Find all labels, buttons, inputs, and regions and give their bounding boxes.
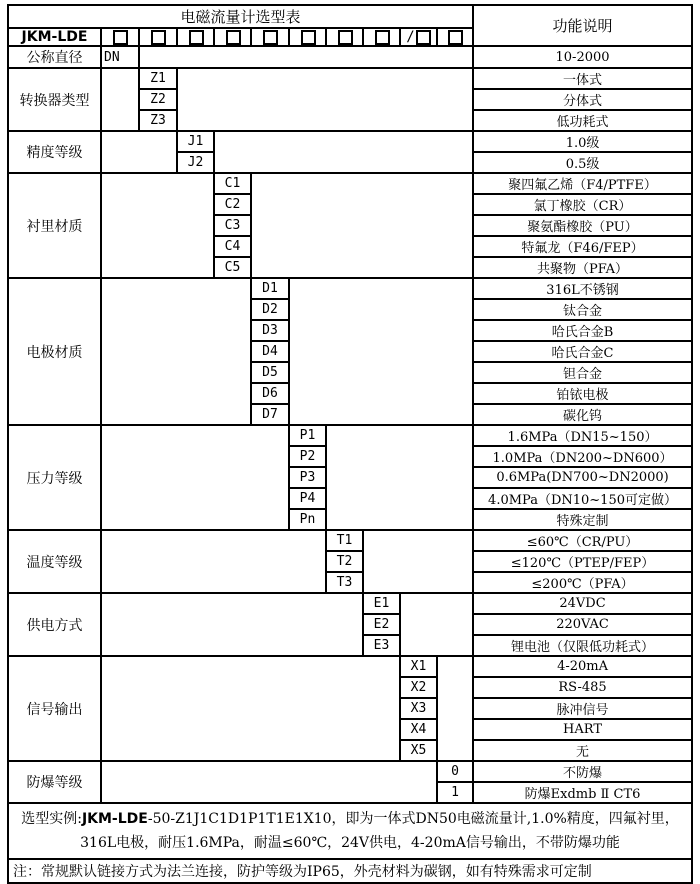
model-digit-cell — [251, 28, 289, 46]
desc-cell: HART — [473, 719, 692, 740]
code-cell: X4 — [400, 719, 437, 740]
spacer-cell — [101, 425, 289, 530]
code-cell: X2 — [400, 677, 437, 698]
spacer-cell — [101, 656, 400, 761]
model-digit-cell — [363, 28, 400, 46]
spacer-cell — [139, 46, 473, 68]
code-cell: D5 — [251, 362, 289, 383]
model-digit-cell — [400, 28, 437, 46]
code-cell: Z3 — [139, 110, 177, 131]
desc-cell: 铂铱电极 — [473, 383, 692, 404]
code-cell: DN — [101, 46, 139, 68]
section-label: 供电方式 — [8, 593, 101, 656]
spacer-cell — [437, 656, 473, 761]
section-label: 压力等级 — [8, 425, 101, 530]
code-cell: P1 — [289, 425, 326, 446]
desc-cell: 4.0MPa（DN10~150可定做） — [473, 488, 692, 509]
checkbox-square-icon — [226, 30, 241, 45]
code-cell: P4 — [289, 488, 326, 509]
note-row: 注：常规默认链接方式为法兰连接，防护等级为IP65，外壳材料为碳钢，如有特殊需求可定制 — [8, 859, 692, 883]
spacer-cell — [400, 593, 473, 656]
desc-cell: 220VAC — [473, 614, 692, 635]
code-cell: P2 — [289, 446, 326, 467]
desc-cell: 锂电池（仅限低功耗式） — [473, 635, 692, 656]
desc-cell: 特氟龙（F46/FEP） — [473, 236, 692, 257]
model-digit-cell — [101, 28, 139, 46]
model-digit-cell — [177, 28, 214, 46]
code-cell: Z1 — [139, 68, 177, 89]
desc-cell: ≤200℃（PFA） — [473, 572, 692, 593]
code-cell: C2 — [214, 194, 251, 215]
section-label: 精度等级 — [8, 131, 101, 173]
example-text: -50-Z1J1C1D1P1T1E1X10，即为一体式DN50电磁流量计,1.0%精度，四氟衬里，316L电极，耐压1.6MPa，耐温≤60℃，24V供电，4-20mA信号输出，不带防爆功能 — [80, 810, 679, 851]
desc-cell: 1.0级 — [473, 131, 692, 152]
code-cell: C3 — [214, 215, 251, 236]
desc-cell: 氯丁橡胶（CR） — [473, 194, 692, 215]
section-label: 转换器类型 — [8, 68, 101, 131]
code-cell: Pn — [289, 509, 326, 530]
spacer-cell — [251, 173, 473, 278]
desc-cell: 哈氏合金B — [473, 320, 692, 341]
code-cell: P3 — [289, 467, 326, 488]
code-cell: X1 — [400, 656, 437, 677]
slash-separator: / — [406, 29, 415, 45]
model-digit-cell — [139, 28, 177, 46]
code-cell: J1 — [177, 131, 214, 152]
spacer-cell — [214, 131, 473, 173]
example-row — [8, 803, 692, 859]
checkbox-square-icon — [375, 30, 390, 45]
model-digit-cell — [326, 28, 363, 46]
model-code: JKM-LDE — [8, 28, 101, 46]
code-cell: C5 — [214, 257, 251, 278]
code-cell: D1 — [251, 278, 289, 299]
code-cell: J2 — [177, 152, 214, 173]
desc-cell: 316L不锈钢 — [473, 278, 692, 299]
model-digit-cell — [289, 28, 326, 46]
code-cell: D3 — [251, 320, 289, 341]
section-label: 衬里材质 — [8, 173, 101, 278]
desc-cell: 4-20mA — [473, 656, 692, 677]
desc-cell: 无 — [473, 740, 692, 761]
spacer-cell — [101, 278, 251, 425]
desc-cell: 低功耗式 — [473, 110, 692, 131]
code-cell: 1 — [437, 782, 473, 803]
desc-cell: RS-485 — [473, 677, 692, 698]
section-label: 信号输出 — [8, 656, 101, 761]
section-label: 电极材质 — [8, 278, 101, 425]
section-label: 公称直径 — [8, 46, 101, 68]
desc-cell: 分体式 — [473, 89, 692, 110]
desc-cell: 1.6MPa（DN15~150） — [473, 425, 692, 446]
code-cell: T2 — [326, 551, 363, 572]
spacer-cell — [101, 530, 326, 593]
desc-cell: 10-2000 — [473, 46, 692, 68]
desc-cell: 聚氨酯橡胶（PU） — [473, 215, 692, 236]
desc-cell: ≤120℃（PTEP/FEP） — [473, 551, 692, 572]
spacer-cell — [101, 131, 177, 173]
desc-cell: 共聚物（PFA） — [473, 257, 692, 278]
spacer-cell — [289, 278, 473, 425]
code-cell: E1 — [363, 593, 400, 614]
checkbox-square-icon — [338, 30, 353, 45]
checkbox-square-icon — [151, 30, 166, 45]
code-cell: Z2 — [139, 89, 177, 110]
checkbox-square-icon — [301, 30, 316, 45]
desc-cell: 脉冲信号 — [473, 698, 692, 719]
desc-cell: 1.0MPa（DN200~DN600） — [473, 446, 692, 467]
checkbox-square-icon — [448, 30, 463, 45]
desc-cell: 哈氏合金C — [473, 341, 692, 362]
desc-cell: ≤60℃（CR/PU） — [473, 530, 692, 551]
spacer-cell — [101, 173, 214, 278]
code-cell: D2 — [251, 299, 289, 320]
code-cell: D4 — [251, 341, 289, 362]
code-cell: 0 — [437, 761, 473, 782]
checkbox-square-icon — [189, 30, 204, 45]
function-column-header: 功能说明 — [473, 5, 692, 46]
desc-cell: 钛合金 — [473, 299, 692, 320]
code-cell: E2 — [363, 614, 400, 635]
desc-cell: 0.6MPa(DN700~DN2000) — [473, 467, 692, 488]
desc-cell: 24VDC — [473, 593, 692, 614]
spacer-cell — [177, 68, 473, 131]
model-digit-cell — [437, 28, 473, 46]
desc-cell: 不防爆 — [473, 761, 692, 782]
section-label: 防爆等级 — [8, 761, 101, 803]
example-label: 选型实例: — [21, 810, 82, 827]
code-cell: X3 — [400, 698, 437, 719]
spacer-cell — [326, 425, 473, 530]
checkbox-square-icon — [416, 30, 431, 45]
code-cell: X5 — [400, 740, 437, 761]
code-cell: C1 — [214, 173, 251, 194]
code-cell: E3 — [363, 635, 400, 656]
code-cell: T3 — [326, 572, 363, 593]
spacer-cell — [363, 530, 473, 593]
spacer-cell — [101, 593, 363, 656]
selection-table — [7, 4, 693, 884]
desc-cell: 特殊定制 — [473, 509, 692, 530]
checkbox-square-icon — [263, 30, 278, 45]
desc-cell: 一体式 — [473, 68, 692, 89]
checkbox-square-icon — [113, 30, 128, 45]
code-cell: C4 — [214, 236, 251, 257]
spacer-cell — [101, 761, 437, 803]
desc-cell: 钽合金 — [473, 362, 692, 383]
code-cell: D6 — [251, 383, 289, 404]
desc-cell: 防爆Exdmb Ⅱ CT6 — [473, 782, 692, 803]
code-cell: T1 — [326, 530, 363, 551]
desc-cell: 0.5级 — [473, 152, 692, 173]
example-model-code: JKM-LDE — [81, 810, 148, 827]
desc-cell: 聚四氟乙烯（F4/PTFE） — [473, 173, 692, 194]
model-digit-cell — [214, 28, 251, 46]
desc-cell: 碳化钨 — [473, 404, 692, 425]
code-cell: D7 — [251, 404, 289, 425]
table-title: 电磁流量计选型表 — [8, 5, 473, 28]
section-label: 温度等级 — [8, 530, 101, 593]
spacer-cell — [101, 68, 139, 131]
